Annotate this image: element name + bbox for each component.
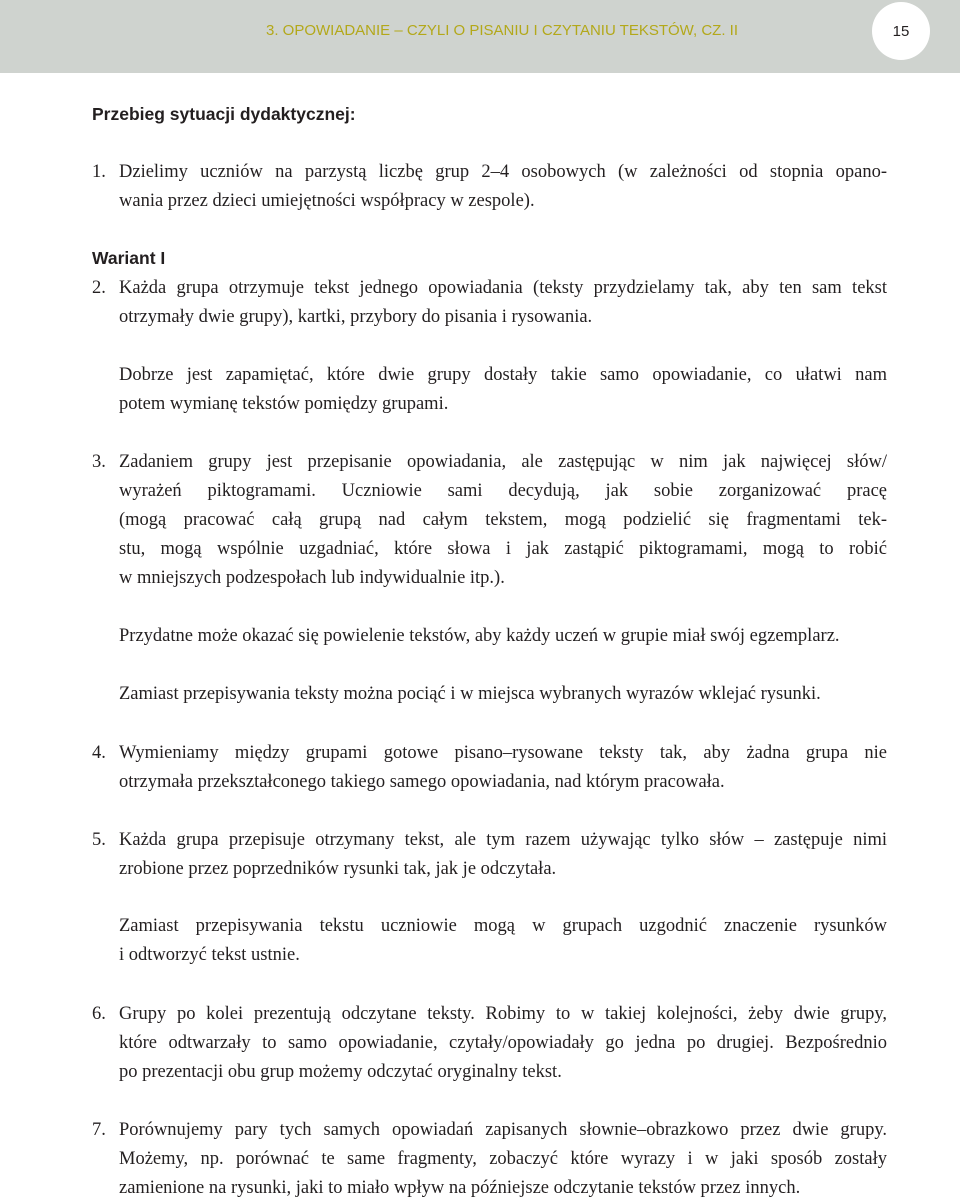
running-header-title: 3. OPOWIADANIE – CZYLI O PISANIU I CZYTANIU TEKSTÓW, CZ. II [266, 22, 739, 39]
item-1-line-2: wania przez dzieci umiejętności współpracy w zespole). [119, 191, 535, 211]
item-3-note-2: Zamiast przepisywania teksty można pociąć i w miejsca wybranych wyrazów wklejać rysunki. [119, 684, 821, 704]
item-4-number: 4. [92, 743, 106, 763]
item-4-line-1: Wymieniamy między grupami gotowe pisano–rysowane teksty tak, aby żadna grupa nie [119, 743, 887, 763]
item-7-line-2: Możemy, np. porównać te same fragmenty, zobaczyć które wyrazy i w jaki sposób zostały [119, 1149, 887, 1169]
item-3-note-1: Przydatne może okazać się powielenie tekstów, aby każdy uczeń w grupie miał swój egzemplarz. [119, 626, 840, 646]
variant-title: Wariant I [92, 248, 166, 268]
item-3-line-3: (mogą pracować całą grupą nad całym tekstem, mogą podzielić się fragmentami tek- [119, 510, 887, 530]
item-4-line-2: otrzymała przekształconego takiego samego opowiadania, nad którym pracowała. [119, 772, 725, 792]
item-2-note-line-1: Dobrze jest zapamiętać, które dwie grupy dostały takie samo opowiadanie, co ułatwi nam [119, 365, 887, 385]
item-3-line-4: stu, mogą wspólnie uzgadniać, które słowa i jak zastąpić piktogramami, mogą to robić [119, 539, 887, 559]
item-5-note-line-2: i odtworzyć tekst ustnie. [119, 945, 300, 965]
item-3-line-1: Zadaniem grupy jest przepisanie opowiadania, ale zastępując w nim jak najwięcej słów/ [119, 452, 887, 472]
item-1-number: 1. [92, 162, 106, 182]
item-3-number: 3. [92, 452, 106, 472]
item-5-line-1: Każda grupa przepisuje otrzymany tekst, ale tym razem używając tylko słów – zastępuje nimi [119, 830, 887, 850]
item-6-line-3: po prezentacji obu grup możemy odczytać oryginalny tekst. [119, 1062, 562, 1082]
item-7-line-1: Porównujemy pary tych samych opowiadań zapisanych słownie–obrazkowo przez dwie grupy. [119, 1120, 887, 1140]
item-5-number: 5. [92, 830, 106, 850]
section-title: Przebieg sytuacji dydaktycznej: [92, 104, 356, 124]
item-2-note-line-2: potem wymianę tekstów pomiędzy grupami. [119, 394, 449, 414]
item-1-line-1: Dzielimy uczniów na parzystą liczbę grup 2–4 osobowych (w zależności od stopnia opano- [119, 162, 887, 182]
item-5-line-2: zrobione przez poprzedników rysunki tak, jak je odczytała. [119, 859, 557, 879]
item-6-line-1: Grupy po kolei prezentują odczytane teksty. Robimy to w takiej kolejności, żeby dwie grupy, [119, 1004, 887, 1024]
item-2-number: 2. [92, 278, 106, 298]
item-7-line-3: zamienione na rysunki, jaki to miało wpływ na późniejsze odczytanie tekstów przez innych. [119, 1178, 801, 1198]
item-7-number: 7. [92, 1120, 106, 1140]
page-number-badge: 15 [872, 2, 930, 60]
item-3-line-5: w mniejszych podzespołach lub indywidualnie itp.). [119, 568, 505, 588]
item-6-number: 6. [92, 1004, 106, 1024]
item-3-line-2: wyrażeń piktogramami. Uczniowie sami decydują, jak sobie zorganizować pracę [119, 481, 887, 501]
item-5-note-line-1: Zamiast przepisywania tekstu uczniowie mogą w grupach uzgodnić znaczenie rysunków [119, 916, 887, 936]
item-2-line-1: Każda grupa otrzymuje tekst jednego opowiadania (teksty przydzielamy tak, aby ten sam tekst [119, 278, 887, 298]
item-2-line-2: otrzymały dwie grupy), kartki, przybory do pisania i rysowania. [119, 307, 593, 327]
item-6-line-2: które odtwarzały to samo opowiadanie, czytały/opowiadały go jedna po drugiej. Bezpośrednio [119, 1033, 887, 1053]
